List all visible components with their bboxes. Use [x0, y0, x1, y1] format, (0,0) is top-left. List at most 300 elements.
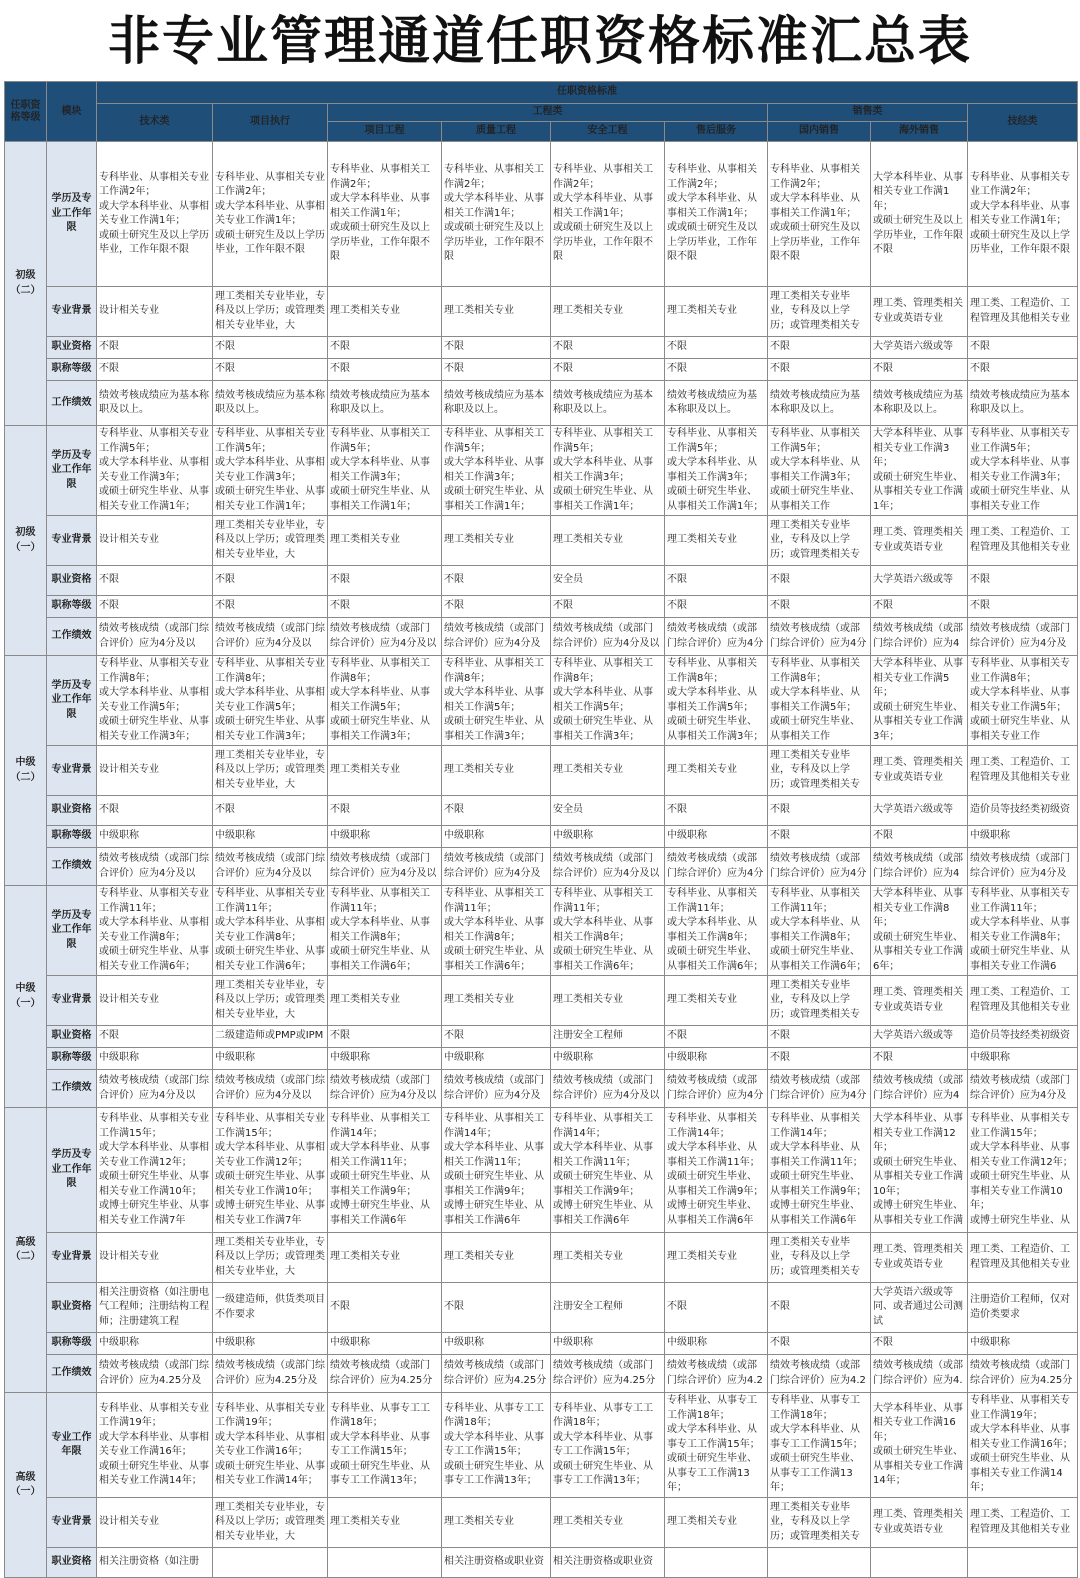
- cell-text: 专科毕业、从事相关专业工作满5年； 或大学本科毕业、从事相关专业工作满3年； 或硕士研究生毕业、从事相关专业工作: [970, 428, 1070, 512]
- cell-text: 绩效考核成绩（或部门综合评价）应为4分及以: [330, 853, 437, 879]
- table-row: [5, 381, 1078, 426]
- cell-text: 不限: [970, 600, 990, 612]
- row-attribute: 专业背景: [47, 516, 97, 566]
- table-cell: [328, 1070, 442, 1108]
- table-cell: [871, 1355, 968, 1393]
- table-cell: [968, 1026, 1078, 1048]
- table-cell: [97, 848, 213, 886]
- cell-text: 不限: [970, 341, 990, 353]
- table-cell: [871, 976, 968, 1026]
- table-cell: [768, 287, 871, 337]
- table-cell: [97, 1233, 213, 1283]
- table-cell: [871, 596, 968, 618]
- table-cell: [968, 566, 1078, 596]
- cell-text: 设计相关专业: [99, 534, 159, 546]
- table-cell: [213, 1355, 328, 1393]
- row-attribute: 工作绩效: [47, 848, 97, 886]
- cell-text: 绩效考核成绩（或部门综合评价）应为4: [873, 623, 963, 649]
- cell-text: 理工类相关专业毕业，专科及以上学历；或管理类相关专业毕业，大: [215, 1236, 325, 1277]
- cell-text: 专科毕业、从事相关工作满14年； 或大学本科毕业、从事相关工作满11年； 或硕士研究生毕业、从事相关工作满9年； 或博士研究生毕业、从事相关工作满6年: [444, 1113, 544, 1226]
- cell-text: 不限: [99, 341, 119, 353]
- table-cell: [97, 359, 213, 381]
- table-row: [5, 1026, 1078, 1048]
- cell-text: 绩效考核成绩（或部门综合评价）应为4分及以: [215, 623, 325, 649]
- cell-text: 不限: [330, 1301, 350, 1313]
- table-cell: [768, 1393, 871, 1498]
- cell-text: 大学本科毕业、从事相关专业工作满8年； 或硕士研究生毕业、从事相关专业工作满6年；: [873, 888, 963, 972]
- table-cell: [665, 1108, 768, 1233]
- cell-text: 理工类相关专业毕业，专科及以上学历；或管理类相关专: [770, 749, 860, 790]
- row-attribute: 职称等级: [47, 826, 97, 848]
- cell-text: 中级职称: [667, 830, 707, 842]
- table-cell: [665, 796, 768, 826]
- cell-text: 理工类相关专业: [553, 1251, 623, 1263]
- table-cell: [665, 1355, 768, 1393]
- table-cell: [213, 746, 328, 796]
- cell-text: 理工类、工程造价、工程管理及其他相关专业: [970, 757, 1070, 783]
- cell-text: 不限: [873, 363, 893, 375]
- row-attribute: 专业背景: [47, 746, 97, 796]
- table-cell: [768, 1233, 871, 1283]
- header-level: 任职资格等级: [5, 82, 47, 142]
- cell-text: 不限: [667, 804, 687, 816]
- cell-text: 绩效考核成绩（或部门综合评价）应为4分: [667, 623, 764, 649]
- header-col-project-eng: 项目工程: [328, 122, 442, 142]
- cell-text: 绩效考核成绩（或部门综合评价）应为4分及以: [215, 853, 325, 879]
- table-cell: [665, 746, 768, 796]
- page-title: 非专业管理通道任职资格标准汇总表: [107, 12, 972, 72]
- cell-text: 不限: [444, 804, 464, 816]
- cell-text: 绩效考核成绩应为基本称职及以上。: [215, 389, 325, 415]
- row-attribute: 职业资格: [47, 1026, 97, 1048]
- cell-text: 理工类相关专业: [553, 305, 623, 317]
- table-cell: [665, 1070, 768, 1108]
- row-attribute: 职称等级: [47, 596, 97, 618]
- table-cell: [97, 1548, 213, 1578]
- level-label: 初级 （二）: [5, 142, 47, 426]
- cell-text: 理工类相关专业: [330, 764, 400, 776]
- cell-text: 理工类、管理类相关专业或英语专业: [873, 757, 963, 783]
- table-cell: [968, 142, 1078, 287]
- cell-text: 中级职称: [330, 830, 370, 842]
- table-cell: [442, 1048, 551, 1070]
- table-cell: [768, 381, 871, 426]
- header-col-safety-eng: 安全工程: [551, 122, 665, 142]
- table-cell: [768, 848, 871, 886]
- cell-text: 专科毕业、从事相关专业工作满15年； 或大学本科毕业、从事相关专业工作满12年； 或硕士研究生毕业、从事相关专业工作满10年； 或博士研究生毕业、从事相关专业工作满7年: [99, 1113, 209, 1226]
- table-cell: [665, 976, 768, 1026]
- table-cell: [968, 976, 1078, 1026]
- cell-text: 绩效考核成绩（或部门综合评价）应为4分及以: [553, 853, 660, 879]
- table-cell: [97, 618, 213, 656]
- table-row: [5, 1048, 1078, 1070]
- table-cell: [97, 826, 213, 848]
- cell-text: 不限: [970, 574, 990, 586]
- cell-text: 理工类、管理类相关专业或英语专业: [873, 298, 963, 324]
- table-cell: [328, 656, 442, 746]
- header-col-after-sales: 售后服务: [665, 122, 768, 142]
- cell-text: 不限: [770, 600, 790, 612]
- cell-text: 专科毕业、从事相关专业工作满2年； 或大学本科毕业、从事相关专业工作满1年； 或硕士研究生及以上学历毕业，工作年限不限: [970, 171, 1070, 255]
- table-cell: [97, 566, 213, 596]
- table-cell: [442, 287, 551, 337]
- table-row: [5, 1333, 1078, 1355]
- cell-text: 绩效考核成绩应为基本称职及以上。: [667, 389, 757, 415]
- cell-text: 不限: [444, 574, 464, 586]
- table-cell: [871, 618, 968, 656]
- row-attribute: 职业资格: [47, 1283, 97, 1333]
- table-cell: [328, 976, 442, 1026]
- cell-text: 大学本科毕业、从事相关专业工作满16年； 或硕士研究生毕业、从事相关专业工作满14年；: [873, 1402, 963, 1486]
- table-cell: [97, 796, 213, 826]
- header-col-quality-eng: 质量工程: [442, 122, 551, 142]
- table-cell: [968, 359, 1078, 381]
- table-cell: [871, 516, 968, 566]
- table-cell: [328, 796, 442, 826]
- table-cell: [551, 976, 665, 1026]
- table-cell: [97, 1283, 213, 1333]
- cell-text: 不限: [770, 1030, 790, 1042]
- table-cell: [328, 596, 442, 618]
- table-cell: [97, 1333, 213, 1355]
- table-cell: [871, 1283, 968, 1333]
- table-cell: [97, 596, 213, 618]
- table-cell: [213, 359, 328, 381]
- cell-text: 中级职称: [553, 1052, 593, 1064]
- cell-text: 不限: [330, 341, 350, 353]
- cell-text: 理工类相关专业: [667, 534, 737, 546]
- cell-text: 大学本科毕业、从事相关专业工作满1年； 或硕士研究生及以上学历毕业，工作年限不限: [873, 171, 963, 255]
- table-cell: [442, 656, 551, 746]
- cell-text: 专科毕业、从事相关工作满11年； 或大学本科毕业、从事相关工作满8年； 或硕士研究生毕业、从事相关工作满6年；: [770, 888, 867, 972]
- table-cell: [768, 618, 871, 656]
- cell-text: 专科毕业、从事相关工作满11年； 或大学本科毕业、从事相关工作满8年； 或硕士研究生毕业、从事相关工作满6年；: [444, 888, 544, 972]
- cell-text: 不限: [770, 341, 790, 353]
- cell-text: 理工类相关专业: [553, 994, 623, 1006]
- cell-text: 理工类相关专业: [330, 1516, 400, 1528]
- table-row: [5, 142, 1078, 287]
- cell-text: 理工类相关专业: [667, 1251, 737, 1263]
- cell-text: 绩效考核成绩应为基本称职及以上。: [330, 389, 430, 415]
- table-cell: [968, 746, 1078, 796]
- table-cell: [328, 142, 442, 287]
- table-cell: [442, 746, 551, 796]
- cell-text: 专科毕业、从事专工工作满18年； 或大学本科毕业、从事专工工作满15年； 或硕士研究生毕业、从事专工工作满13年；: [444, 1402, 544, 1486]
- table-cell: [968, 596, 1078, 618]
- cell-text: 不限: [667, 1301, 687, 1313]
- row-attribute: 职称等级: [47, 359, 97, 381]
- table-cell: [551, 1333, 665, 1355]
- table-cell: [768, 796, 871, 826]
- header-col-project-exec: 项目执行: [213, 104, 328, 142]
- table-cell: [871, 381, 968, 426]
- cell-text: 理工类相关专业毕业，专科及以上学历；或管理类相关专业毕业，大: [215, 749, 325, 790]
- cell-text: 理工类相关专业: [667, 305, 737, 317]
- table-cell: [768, 1333, 871, 1355]
- cell-text: 大学英语六级或等: [873, 574, 953, 586]
- table-cell: [968, 1333, 1078, 1355]
- table-row: [5, 1108, 1078, 1233]
- cell-text: 理工类、工程造价、工程管理及其他相关专业: [970, 527, 1070, 553]
- table-cell: [328, 566, 442, 596]
- header-col-domestic-sales: 国内销售: [768, 122, 871, 142]
- table-cell: [97, 1070, 213, 1108]
- table-cell: [442, 1070, 551, 1108]
- table-cell: [213, 1333, 328, 1355]
- cell-text: 二级建造师或PMP或IPM: [215, 1030, 324, 1042]
- cell-text: 理工类相关专业: [444, 1251, 514, 1263]
- table-cell: [213, 1026, 328, 1048]
- table-cell: [768, 426, 871, 516]
- table-cell: [551, 596, 665, 618]
- row-attribute: 职业资格: [47, 796, 97, 826]
- table-row: [5, 426, 1078, 516]
- cell-text: 绩效考核成绩应为基本称职及以上。: [770, 389, 860, 415]
- cell-text: 不限: [330, 600, 350, 612]
- table-cell: [968, 1108, 1078, 1233]
- table-cell: [97, 886, 213, 976]
- table-row: [5, 848, 1078, 886]
- table-row: [5, 976, 1078, 1026]
- cell-text: 理工类、工程造价、工程管理及其他相关专业: [970, 987, 1070, 1013]
- cell-text: 相关注册资格或职业资: [444, 1556, 544, 1568]
- table-cell: [768, 1108, 871, 1233]
- table-cell: [442, 381, 551, 426]
- cell-text: 大学英语六级或等: [873, 1030, 953, 1042]
- table-cell: [551, 1355, 665, 1393]
- cell-text: 中级职称: [99, 830, 139, 842]
- cell-text: 理工类相关专业: [553, 764, 623, 776]
- table-cell: [551, 826, 665, 848]
- table-cell: [213, 1108, 328, 1233]
- cell-text: 大学本科毕业、从事相关专业工作满3年； 或硕士研究生毕业、从事相关专业工作满1年；: [873, 428, 963, 512]
- cell-text: 绩效考核成绩（或部门综合评价）应为4分: [770, 1075, 867, 1101]
- table-cell: [768, 1048, 871, 1070]
- table-cell: [871, 848, 968, 886]
- cell-text: 不限: [873, 1337, 893, 1349]
- cell-text: 绩效考核成绩应为基本称职及以上。: [970, 389, 1070, 415]
- table-cell: [968, 381, 1078, 426]
- cell-text: 不限: [770, 363, 790, 375]
- table-cell: [768, 1548, 871, 1578]
- cell-text: 专科毕业、从事相关专业工作满5年； 或大学本科毕业、从事相关专业工作满3年； 或硕士研究生毕业、从事相关专业工作满1年；: [99, 428, 209, 512]
- table-cell: [665, 337, 768, 359]
- row-attribute: 学历及专业工作年限: [47, 886, 97, 976]
- table-cell: [328, 886, 442, 976]
- table-cell: [665, 516, 768, 566]
- table-cell: [871, 287, 968, 337]
- table-cell: [968, 826, 1078, 848]
- cell-text: 中级职称: [330, 1052, 370, 1064]
- row-attribute: 专业背景: [47, 1498, 97, 1548]
- row-attribute: 专业背景: [47, 976, 97, 1026]
- cell-text: 专科毕业、从事专工工作满18年； 或大学本科毕业、从事专工工作满15年； 或硕士研究生毕业、从事专工工作满13年；: [770, 1395, 863, 1494]
- table-cell: [768, 566, 871, 596]
- table-cell: [213, 1393, 328, 1498]
- cell-text: 绩效考核成绩（或部门综合评价）应为4分及: [444, 853, 544, 879]
- table-cell: [328, 1048, 442, 1070]
- cell-text: 不限: [667, 574, 687, 586]
- table-cell: [871, 1233, 968, 1283]
- table-cell: [871, 1048, 968, 1070]
- table-cell: [442, 516, 551, 566]
- cell-text: 理工类相关专业: [330, 534, 400, 546]
- cell-text: 专科毕业、从事相关工作满14年； 或大学本科毕业、从事相关工作满11年； 或硕士研究生毕业、从事相关工作满9年； 或博士研究生毕业、从事相关工作满6年: [553, 1113, 653, 1226]
- table-cell: [968, 1283, 1078, 1333]
- table-cell: [328, 359, 442, 381]
- cell-text: 理工类相关专业: [444, 534, 514, 546]
- cell-text: 专科毕业、从事相关工作满8年； 或大学本科毕业、从事相关工作满5年； 或硕士研究生毕业、从事相关工作满3年；: [667, 658, 764, 742]
- table-cell: [442, 848, 551, 886]
- table-cell: [968, 886, 1078, 976]
- table-cell: [97, 1108, 213, 1233]
- cell-text: 大学英语六级或等: [873, 804, 953, 816]
- cell-text: 不限: [444, 363, 464, 375]
- cell-text: 不限: [215, 363, 235, 375]
- table-cell: [768, 1498, 871, 1548]
- table-row: [5, 886, 1078, 976]
- cell-text: 理工类相关专业毕业，专科及以上学历；或管理类相关专业毕业，大: [215, 290, 325, 331]
- cell-text: 专科毕业、从事相关专业工作满15年； 或大学本科毕业、从事相关专业工作满12年； 或硕士研究生毕业、从事相关专业工作满10年； 或博士研究生毕业、从事相关专业工作满7年: [215, 1113, 325, 1226]
- cell-text: 不限: [553, 363, 573, 375]
- header-col-overseas-sales: 海外销售: [871, 122, 968, 142]
- cell-text: 不限: [99, 363, 119, 375]
- table-cell: [871, 1026, 968, 1048]
- table-row: [5, 287, 1078, 337]
- table-cell: [551, 656, 665, 746]
- cell-text: 设计相关专业: [99, 994, 159, 1006]
- table-row: [5, 596, 1078, 618]
- level-label: 高级 （二）: [5, 1108, 47, 1393]
- table-cell: [442, 826, 551, 848]
- table-cell: [551, 886, 665, 976]
- row-attribute: 职称等级: [47, 1048, 97, 1070]
- cell-text: 绩效考核成绩（或部门综合评价）应为4分: [770, 853, 867, 879]
- cell-text: 设计相关专业: [99, 1251, 159, 1263]
- level-label: 中级 （二）: [5, 656, 47, 886]
- table-cell: [665, 1283, 768, 1333]
- table-cell: [551, 1026, 665, 1048]
- cell-text: 绩效考核成绩应为基本称职及以上。: [444, 389, 544, 415]
- cell-text: 专科毕业、从事相关工作满11年； 或大学本科毕业、从事相关工作满8年； 或硕士研究生毕业、从事相关工作满6年；: [330, 888, 430, 972]
- table-cell: [213, 1048, 328, 1070]
- table-cell: [871, 359, 968, 381]
- table-row: [5, 359, 1078, 381]
- table-cell: [665, 426, 768, 516]
- table-cell: [328, 618, 442, 656]
- cell-text: 专科毕业、从事相关专业工作满19年； 或大学本科毕业、从事相关专业工作满16年； 或硕士研究生毕业、从事相关专业工作满14年；: [215, 1402, 325, 1486]
- table-cell: [442, 1333, 551, 1355]
- table-cell: [328, 1355, 442, 1393]
- cell-text: 理工类相关专业: [330, 305, 400, 317]
- cell-text: 理工类相关专业: [667, 764, 737, 776]
- table-cell: [768, 746, 871, 796]
- cell-text: 中级职称: [667, 1337, 707, 1349]
- table-cell: [97, 516, 213, 566]
- table-cell: [551, 1498, 665, 1548]
- cell-text: 不限: [215, 574, 235, 586]
- cell-text: 专科毕业、从事相关专业工作满19年； 或大学本科毕业、从事相关专业工作满16年； 或硕士研究生毕业、从事相关专业工作满14年；: [99, 1402, 209, 1486]
- table-cell: [97, 287, 213, 337]
- table-cell: [551, 381, 665, 426]
- table-cell: [665, 1498, 768, 1548]
- cell-text: 不限: [873, 830, 893, 842]
- cell-text: 中级职称: [444, 1337, 484, 1349]
- cell-text: 理工类相关专业: [553, 1516, 623, 1528]
- cell-text: 不限: [330, 1030, 350, 1042]
- cell-text: 专科毕业、从事相关工作满8年； 或大学本科毕业、从事相关工作满5年； 或硕士研究生毕业、从事相关工作满3年；: [553, 658, 653, 742]
- cell-text: 理工类、管理类相关专业或英语专业: [873, 1509, 963, 1535]
- cell-text: 不限: [99, 1030, 119, 1042]
- row-attribute: 专业背景: [47, 287, 97, 337]
- cell-text: 理工类、工程造价、工程管理及其他相关专业: [970, 1244, 1070, 1270]
- row-attribute: 职业资格: [47, 1548, 97, 1578]
- table-cell: [213, 618, 328, 656]
- table-cell: [97, 1393, 213, 1498]
- cell-text: 专科毕业、从事相关专业工作满11年； 或大学本科毕业、从事相关专业工作满8年； 或硕士研究生毕业、从事相关专业工作满6年；: [99, 888, 209, 972]
- cell-text: 绩效考核成绩（或部门综合评价）应为4分及以: [99, 623, 209, 649]
- table-cell: [442, 142, 551, 287]
- table-cell: [213, 1548, 328, 1578]
- row-attribute: 工作绩效: [47, 1070, 97, 1108]
- cell-text: 不限: [330, 804, 350, 816]
- cell-text: 专科毕业、从事专工工作满18年； 或大学本科毕业、从事专工工作满15年； 或硕士研究生毕业、从事专工工作满13年；: [667, 1395, 760, 1494]
- cell-text: 专科毕业、从事相关专业工作满5年； 或大学本科毕业、从事相关专业工作满3年； 或硕士研究生毕业、从事相关专业工作满1年；: [215, 428, 325, 512]
- cell-text: 绩效考核成绩（或部门综合评价）应为4分及以: [330, 1075, 437, 1101]
- table-cell: [328, 1498, 442, 1548]
- table-cell: [968, 337, 1078, 359]
- cell-text: 中级职称: [330, 1337, 370, 1349]
- cell-text: 不限: [667, 363, 687, 375]
- cell-text: 绩效考核成绩（或部门综合评价）应为4.2: [770, 1360, 866, 1386]
- table-cell: [968, 287, 1078, 337]
- table-cell: [551, 142, 665, 287]
- table-cell: [442, 796, 551, 826]
- table-cell: [968, 1548, 1078, 1578]
- cell-text: 不限: [667, 600, 687, 612]
- cell-text: 专科毕业、从事相关工作满14年； 或大学本科毕业、从事相关工作满11年； 或硕士研究生毕业、从事相关工作满9年； 或博士研究生毕业、从事相关工作满6年: [330, 1113, 430, 1226]
- cell-text: 中级职称: [99, 1337, 139, 1349]
- cell-text: 大学本科毕业、从事相关专业工作满12年； 或硕士研究生毕业、从事相关专业工作满10年； 或博士研究生毕业、从事相关专业工作满: [873, 1113, 963, 1226]
- table-cell: [328, 381, 442, 426]
- level-label: 高级 （一）: [5, 1393, 47, 1578]
- table-cell: [768, 596, 871, 618]
- cell-text: 绩效考核成绩（或部门综合评价）应为4分及: [444, 623, 544, 649]
- table-cell: [97, 426, 213, 516]
- table-cell: [551, 516, 665, 566]
- row-attribute: 学历及专业工作年限: [47, 656, 97, 746]
- table-cell: [551, 746, 665, 796]
- table-cell: [968, 1498, 1078, 1548]
- table-cell: [97, 1498, 213, 1548]
- table-cell: [442, 1355, 551, 1393]
- cell-text: 理工类相关专业: [330, 994, 400, 1006]
- table-cell: [871, 746, 968, 796]
- table-cell: [665, 287, 768, 337]
- cell-text: 注册安全工程师: [553, 1030, 623, 1042]
- table-cell: [551, 337, 665, 359]
- table-cell: [871, 142, 968, 287]
- cell-text: 不限: [215, 341, 235, 353]
- table-row: [5, 337, 1078, 359]
- cell-text: 不限: [970, 363, 990, 375]
- table-cell: [442, 1283, 551, 1333]
- table-cell: [968, 1048, 1078, 1070]
- cell-text: 绩效考核成绩（或部门综合评价）应为4分及: [970, 853, 1070, 879]
- table-cell: [665, 1393, 768, 1498]
- cell-text: 专科毕业、从事相关专业工作满19年； 或大学本科毕业、从事相关专业工作满16年； 或硕士研究生毕业、从事相关专业工作满14年；: [970, 1395, 1073, 1494]
- cell-text: 中级职称: [553, 830, 593, 842]
